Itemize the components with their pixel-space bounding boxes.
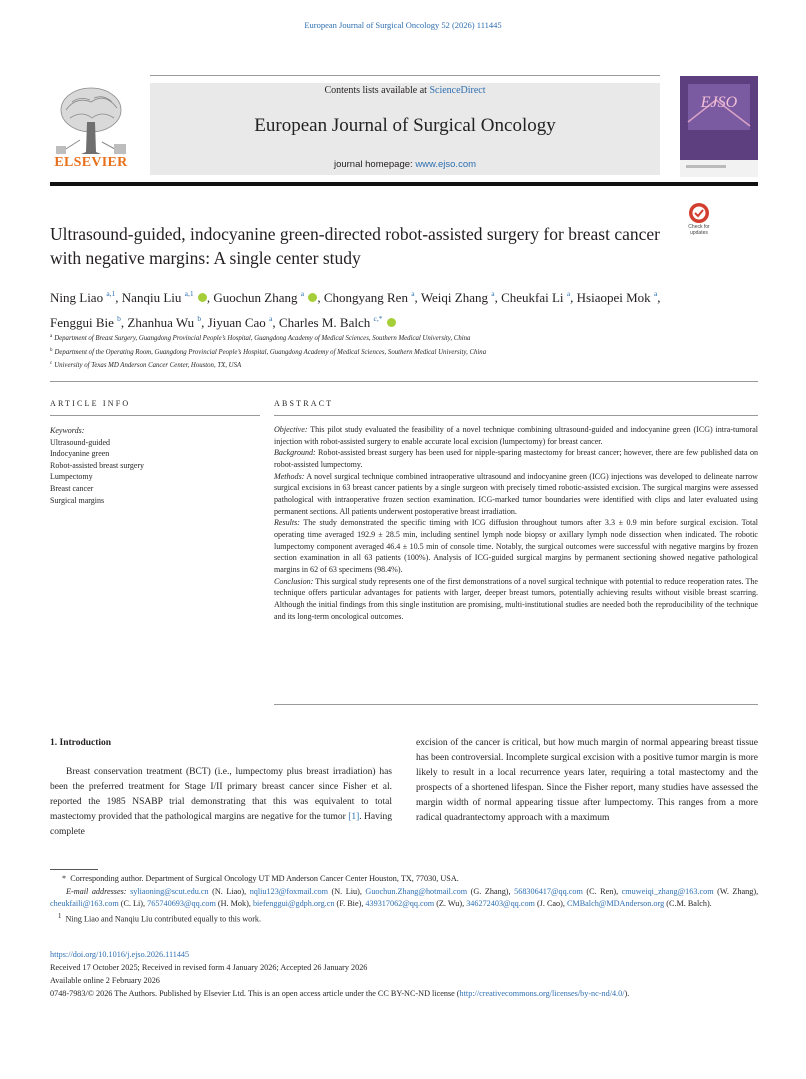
author[interactable]	[208, 315, 273, 330]
homepage-link[interactable]: www.ejso.com	[415, 159, 477, 170]
author-affiliation-marker[interactable]: b	[117, 313, 121, 323]
abstract-section-label: Methods:	[274, 471, 305, 481]
author-affiliation-marker[interactable]: a	[269, 313, 273, 323]
footnotes	[50, 873, 758, 926]
homepage-prefix: journal homepage:	[333, 159, 416, 170]
contents-line	[150, 85, 660, 96]
affiliation-text: University of Texas MD Anderson Cancer Center, Houston, TX, USA	[54, 362, 242, 369]
author-affiliation-marker[interactable]: a,1	[184, 289, 194, 298]
author-name[interactable]: Jiyuan Cao	[207, 314, 266, 330]
abstract-section	[274, 576, 758, 623]
abstract-section-text: A novel surgical technique combined intraoperative ultrasound and indocyanine green (ICG) injections was developed to delineate narrow surgical excisions in 63 breast cancer patients by a single surgeon with precisely timed robotic-assisted excision. The surgical margins were assessed pathological with intraoperative frozen section examination. ICG-marked tumor boundaries were identified with clips and later evaluated using permanent sections. All patients underwent postoperative breast irradiation.	[274, 471, 758, 516]
affiliation-marker: c	[50, 361, 53, 366]
abstract-section-text: Robot-assisted breast surgery has been used for nipple-sparing mastectomy for breast cancer; however, there are few published data on robot-assisted lumpectomy.	[274, 448, 758, 469]
author[interactable]	[279, 315, 396, 330]
header-divider	[150, 75, 660, 76]
email-owner: (J. Cao)	[536, 899, 563, 909]
article-title: Ultrasound-guided, indocyanine green-directed robot-assisted surgery for breast cancer with negative margins: A single center study	[50, 224, 661, 268]
abstract-section	[274, 471, 758, 518]
check-updates-icon	[680, 202, 718, 226]
journal-citation-line	[0, 20, 806, 30]
email-link[interactable]: Guochun.Zhang@hotmail.com	[365, 886, 468, 896]
article-metadata	[50, 948, 758, 1000]
journal-citation-link[interactable]: European Journal of Surgical Oncology 52 (2026) 111445	[304, 20, 502, 30]
email-owner: (Z. Wu)	[436, 899, 463, 909]
email-link[interactable]: cheukfaili@163.com	[50, 899, 119, 909]
author-name[interactable]: Guochun Zhang	[213, 290, 298, 305]
footnote-rule	[50, 869, 98, 870]
author[interactable]	[122, 290, 207, 305]
abstract-section-text: The study demonstrated the specific timing with ICG diffusion throughout tumors after 3.3 ± 0.9 min before surgical excision. Total operating time averaged 192.9 ± 28.5 min, including sentinel lymph node biopsy or axillary lymph node dissection when indicated. The robotic lumpectomy component averaged 46.4 ± 10.5 min of console time. Notably, the surgical outcomes were successful with negative margins by frozen section examination in all 63 patients (100%). Analysis of ICG-guided surgical margins by permanent sectioning showed negative pathological margins in 62 of 63 specimens (98.4%).	[274, 518, 758, 574]
article-info-rule	[50, 415, 260, 416]
corresponding-text: Corresponding author. Department of Surgical Oncology UT MD Anderson Cancer Center Houston, TX, 77030, USA.	[70, 874, 459, 883]
affiliation-marker: b	[50, 347, 53, 353]
citation-link[interactable]: [1]	[348, 811, 360, 822]
email-owner: (C.M. Balch).	[666, 899, 712, 909]
author[interactable]	[50, 315, 121, 330]
intro-paragraph-tail: . Having complete	[50, 811, 392, 837]
body-column-right: excision of the cancer is critical, but how much margin of normal appearing breast tissue has been controversial. Incomplete surgical excision with a positive tumor margin is more likely to result in a local recurrence years later, requiring a total mastectomy and the prospects of a shortened lifespan. Since the Fisher report, many studies have assessed the margin width of normal appearing tissue after lumpectomy. This ranges from a more radical quadrantectomy approach with a maximum	[416, 738, 758, 823]
sciencedirect-link[interactable]: ScienceDirect	[429, 85, 486, 96]
abstract-section-label: Results:	[274, 518, 300, 528]
license-suffix: ).	[624, 989, 630, 998]
license-prefix: 0748-7983/© 2026 The Authors. Published by Elsevier Ltd. This is an open access article under the CC BY-NC-ND license (	[50, 989, 460, 998]
email-owner: (N. Liao)	[212, 886, 245, 896]
orcid-icon[interactable]	[308, 293, 317, 302]
author[interactable]	[324, 290, 415, 305]
corresponding-author-note	[50, 873, 758, 886]
article-info-heading: ARTICLE INFO	[50, 399, 131, 408]
abstract-body	[274, 424, 758, 622]
journal-name: European Journal of Surgical Oncology	[254, 115, 556, 136]
email-owner: (N. Liu)	[331, 886, 360, 896]
abstract-section-label: Background:	[274, 448, 316, 458]
affiliation	[50, 358, 750, 372]
equal-marker: 1	[58, 912, 62, 920]
author[interactable]	[501, 290, 570, 305]
abstract-section-label: Conclusion:	[274, 576, 314, 586]
author-name[interactable]: Cheukfai Li	[501, 290, 564, 305]
email-link[interactable]: nqliu123@foxmail.com	[249, 886, 328, 896]
affiliation-text: Department of the Operating Room, Guangdong Provincial People’s Hospital, Guangdong Academy of Medical Sciences, Southern Medical University, China	[54, 348, 487, 356]
abstract-section	[274, 424, 758, 447]
keyword[interactable]: Lumpectomy	[50, 472, 93, 482]
author-affiliation-marker[interactable]: a	[653, 289, 658, 298]
author-affiliation-marker[interactable]: a	[300, 289, 305, 298]
author[interactable]	[577, 290, 658, 305]
cover-art	[680, 76, 758, 177]
abstract-bottom-rule	[274, 704, 758, 705]
author[interactable]	[50, 290, 115, 305]
email-owner: (C. Li)	[120, 899, 144, 909]
keyword[interactable]: Ultrasound-guided	[50, 437, 110, 447]
author[interactable]	[421, 290, 495, 305]
keywords-block	[50, 425, 260, 506]
abstract-section-text: This surgical study represents one of the first demonstrations of a novel surgical technique with potential to reduce reoperation rates. The technique offers particular advantages for patients with larger, deeper breast tumors, potentially achieving results without visible breast scarring. Although the initial findings from this single institution are promising, multi-institutional studies are needed both the reproducibility of the technique and its long-term oncological outcomes.	[274, 576, 758, 621]
author-name[interactable]: Chongyang Ren	[323, 290, 408, 305]
keyword-list	[50, 437, 260, 507]
intro-paragraph-text: Breast conservation treatment (BCT) (i.e., lumpectomy plus breast irradiation) has been the preferred treatment for Stage I/II primary breast cancer since Fisher et al. reported the 1985 NSABP trial demonstrating that this was equivalent to total mastectomy provided that the pathological margins are negative for the tumor	[50, 767, 392, 822]
email-link[interactable]: 568306417@qq.com	[514, 886, 583, 896]
email-label: E-mail addresses:	[66, 886, 127, 896]
abstract-section	[274, 447, 758, 470]
abstract-section	[274, 517, 758, 575]
abstract-section-text: This pilot study evaluated the feasibility of a novel technique combining ultrasound-guided and indocyanine green (ICG) intra-tumoral injection with robot-assisted surgery to enable accurate local excision (lumpectomy) for breast cancer.	[274, 425, 758, 446]
author[interactable]	[127, 315, 201, 330]
email-link[interactable]: 439317062@qq.com	[365, 899, 435, 909]
abstract-section-label: Objective:	[274, 425, 308, 434]
author-name[interactable]: Fenggui Bie	[50, 314, 114, 330]
author-name[interactable]: Nanqiu Liu	[121, 290, 182, 305]
license-link[interactable]: http://creativecommons.org/licenses/by-nc-nd/4.0/	[459, 989, 625, 998]
homepage-line	[150, 159, 660, 170]
email-owner: (H. Mok)	[217, 899, 249, 909]
email-owner: (G. Zhang)	[470, 886, 509, 896]
email-link[interactable]: 346272403@qq.com	[466, 899, 535, 909]
author-name[interactable]: Charles M. Balch	[278, 314, 371, 330]
author-affiliation-marker[interactable]: b	[197, 313, 202, 323]
front-matter-divider	[50, 381, 758, 382]
email-owner: (F. Bie)	[336, 899, 362, 909]
body-column-left	[50, 765, 392, 840]
keyword[interactable]: Indocyanine green	[50, 449, 110, 459]
available-online: Available online 2 February 2026	[50, 976, 160, 985]
keywords-label: Keywords:	[50, 426, 85, 435]
orcid-icon[interactable]	[198, 293, 207, 302]
author-name[interactable]: Weiqi Zhang	[420, 290, 488, 305]
equal-text: Ning Liao and Nanqiu Liu contributed equally to this work.	[65, 914, 262, 924]
email-owner: (C. Ren)	[586, 886, 617, 896]
email-link[interactable]: cmuweiqi_zhang@163.com	[621, 886, 714, 896]
author-affiliation-marker[interactable]: a	[411, 289, 415, 298]
email-link[interactable]: syliaoning@scut.edu.cn	[130, 886, 209, 896]
affiliation	[50, 331, 750, 345]
author-list: Ning Liao $^{a,1}$, Nanqiu Liu $^{a,1}$ , Guochun Zhang $^a$ , Chongyang Ren $^a$, Weiqi Zhang $^a$, Cheukfai Li $^a$, Hsiaopei Mok $^a$, Fenggui Bie $^b$, Zhanhua Wu $^b$, Jiyuan Cao $^a$, Charles M. Balch $^{c,*}$	[50, 289, 661, 330]
keyword[interactable]: Robot-assisted breast surgery	[50, 460, 145, 470]
contents-prefix: Contents lists available at	[324, 85, 430, 96]
keyword[interactable]: Breast cancer	[50, 483, 94, 493]
author[interactable]	[213, 290, 317, 305]
elsevier-wordmark: ELSEVIER	[54, 155, 128, 170]
section-heading-introduction: 1. Introduction	[50, 738, 112, 748]
affiliation-text: Department of Breast Surgery, Guangdong Provincial People’s Hospital, Guangdong Academy of Medical Sciences, Southern Medical University, China	[54, 335, 471, 342]
affiliation-list	[50, 331, 750, 372]
orcid-icon[interactable]	[387, 318, 396, 327]
author-name[interactable]: Hsiaopei Mok	[576, 290, 651, 305]
author-affiliation-marker[interactable]: a	[566, 289, 571, 298]
received-dates: Received 17 October 2025; Received in revised form 4 January 2026; Accepted 26 January 2026	[50, 963, 368, 972]
keyword[interactable]: Surgical margins	[50, 495, 105, 505]
abstract-heading: ABSTRACT	[274, 399, 334, 408]
author-affiliation-marker[interactable]: a,1	[106, 289, 116, 298]
email-link[interactable]: CMBalch@MDAnderson.org	[566, 899, 665, 909]
author-affiliation-marker[interactable]: c,*	[373, 313, 383, 323]
email-link[interactable]: 765740693@qq.com	[147, 899, 216, 909]
doi-link[interactable]: https://doi.org/10.1016/j.ejso.2026.111445	[50, 950, 190, 959]
affiliation-marker: a	[50, 334, 53, 339]
affiliation	[50, 345, 750, 359]
email-link[interactable]: biefenggui@gdph.org.cn	[252, 899, 335, 909]
check-for-updates-badge[interactable]	[680, 202, 718, 240]
equal-contribution-note	[50, 911, 758, 926]
email-owner: (W. Zhang)	[717, 886, 757, 896]
author-name[interactable]: Ning Liao	[50, 290, 104, 305]
corresponding-marker: *	[62, 874, 67, 883]
author-affiliation-marker[interactable]: a	[491, 289, 495, 298]
license-statement	[50, 987, 758, 1000]
journal-cover-image[interactable]	[680, 76, 758, 177]
email-addresses: E-mail addresses: syliaoning@scut.edu.cn (N. Liao), nqliu123@foxmail.com (N. Liu), Guochun.Zhang@hotmail.com (G. Zhang), 568306417@qq.com (C. Ren), cmuweiqi_zhang@163.com (W. Zhang), cheukfaili@163.com (C. Li), 765740693@qq.com (H. Mok), biefenggui@gdph.org.cn (F. Bie), 439317062@qq.com (Z. Wu), 346272403@qq.com (J. Cao), CMBalch@MDAnderson.org (C.M. Balch).	[50, 886, 759, 909]
masthead-rule	[50, 182, 758, 186]
check-updates-label: Check for updates	[688, 224, 710, 236]
abstract-rule	[274, 415, 758, 416]
cover-title: EJSO	[700, 94, 738, 111]
author-name[interactable]: Zhanhua Wu	[127, 314, 195, 330]
